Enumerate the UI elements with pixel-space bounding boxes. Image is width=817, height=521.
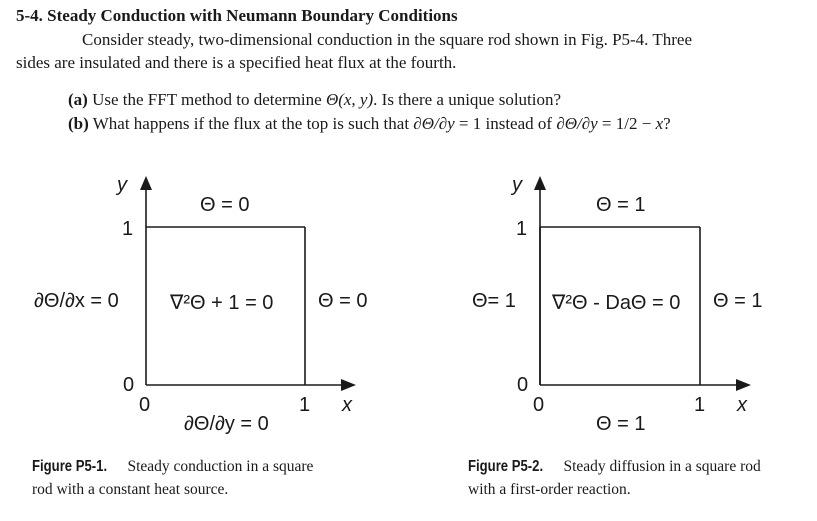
part-b-variable-x: x xyxy=(655,114,664,133)
part-b-text-mid2: = 1/2 − xyxy=(597,114,656,133)
figure1-y-arrowhead xyxy=(140,176,152,190)
figure2-top-boundary-condition: Θ = 1 xyxy=(596,194,646,216)
figure2-caption-line-1 xyxy=(468,458,761,476)
figure2-y-axis-label: y xyxy=(512,174,522,196)
figure1-y-axis-label: y xyxy=(117,174,127,196)
figure1-y-tick-one: 1 xyxy=(122,218,134,240)
figure2-x-tick-one: 1 xyxy=(694,394,706,416)
figure1-caption-line-2: rod with a constant heat source. xyxy=(32,481,229,498)
figure2-caption-text: Steady diffusion in a square rod xyxy=(563,458,761,475)
figure2-governing-equation: ∇²Θ - DaΘ = 0 xyxy=(552,292,681,314)
part-b-text-mid: = 1 instead of xyxy=(454,114,557,133)
figure2-x-tick-zero: 0 xyxy=(533,394,545,416)
figure1-x-tick-zero: 0 xyxy=(139,394,151,416)
figure1-caption-line-1 xyxy=(32,458,313,476)
part-b-text-pre: What happens if the flux at the top is such that xyxy=(92,114,414,133)
problem-heading: 5-4. Steady Conduction with Neumann Boundary Conditions xyxy=(16,6,458,25)
figure2-x-axis-label: x xyxy=(737,394,747,416)
figure1-caption-text: Steady conduction in a square xyxy=(127,458,314,475)
figure1-top-boundary-condition: Θ = 0 xyxy=(200,194,250,216)
figure1-x-tick-one: 1 xyxy=(299,394,311,416)
figure2-y-arrowhead xyxy=(534,176,546,190)
problem-intro-line-1: Consider steady, two-dimensional conduction in the square rod shown in Fig. P5-4. Three xyxy=(82,30,693,49)
figure1-caption-number: Figure P5-1. xyxy=(32,458,108,475)
part-a-text-pre: Use the FFT method to determine xyxy=(92,90,326,109)
figure1-y-tick-zero: 0 xyxy=(123,374,135,396)
part-a-label: (a) xyxy=(68,90,88,109)
figure1-left-boundary-condition: ∂Θ/∂x = 0 xyxy=(34,290,119,312)
figure2-y-tick-zero: 0 xyxy=(517,374,529,396)
part-a-text-post: . Is there a unique solution? xyxy=(373,90,562,109)
figure1-x-axis-label: x xyxy=(342,394,352,416)
figure2-x-arrowhead xyxy=(736,379,751,391)
part-b-derivative-1: ∂Θ/∂y xyxy=(413,114,455,133)
figure2-y-tick-one: 1 xyxy=(516,218,528,240)
figure1-right-boundary-condition: Θ = 0 xyxy=(318,290,368,312)
part-a-variable: Θ(x, y) xyxy=(325,90,374,109)
figure1-x-arrowhead xyxy=(341,379,356,391)
problem-intro-line-2: sides are insulated and there is a specified heat flux at the fourth. xyxy=(16,53,457,72)
figure2-bottom-boundary-condition: Θ = 1 xyxy=(596,413,646,435)
part-b-derivative-2: ∂Θ/∂y xyxy=(556,114,598,133)
figure2-left-boundary-condition: Θ= 1 xyxy=(472,290,516,312)
part-b-text-post: ? xyxy=(663,114,671,133)
figure1-governing-equation: ∇²Θ + 1 = 0 xyxy=(170,292,274,314)
figure2-caption-line-2: with a first-order reaction. xyxy=(468,481,631,498)
figure2-caption-number: Figure P5-2. xyxy=(468,458,544,475)
figure2-right-boundary-condition: Θ = 1 xyxy=(713,290,763,312)
figure1-bottom-boundary-condition: ∂Θ/∂y = 0 xyxy=(184,413,269,435)
part-b-label: (b) xyxy=(68,114,89,133)
